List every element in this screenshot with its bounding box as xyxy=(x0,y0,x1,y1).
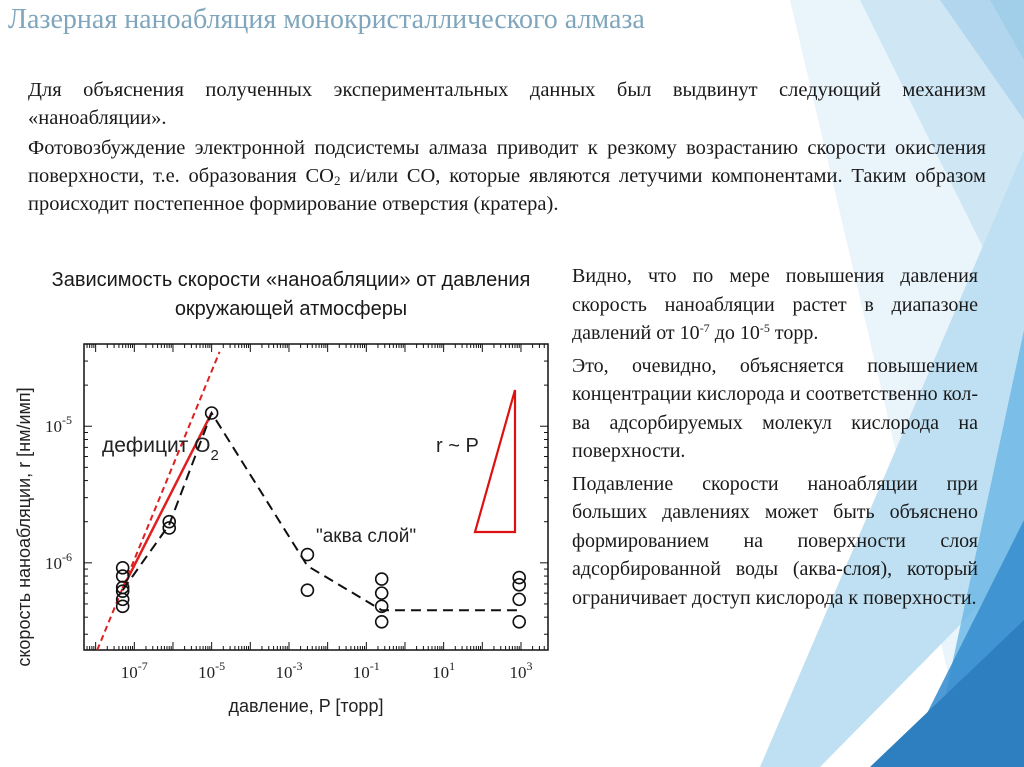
data-point xyxy=(513,616,525,628)
x-tick-label xyxy=(121,659,148,682)
x-tick-exponent: -7 xyxy=(137,659,148,673)
x-tick-mantissa: 10 xyxy=(432,663,450,682)
data-point xyxy=(376,587,388,599)
x-tick-mantissa: 10 xyxy=(198,663,216,682)
data-point xyxy=(376,573,388,585)
deficit-subscript: 2 xyxy=(210,447,219,464)
x-tick-exponent: -3 xyxy=(292,659,303,673)
mechanism-paragraph xyxy=(28,134,986,218)
right-paragraph-2: Это, очевидно, объясняется повышением концентрации кислорода и соответственно кол-ва адсорбируемых молекул кислорода на поверхности. xyxy=(572,354,978,462)
x-tick-exponent: 3 xyxy=(526,659,533,673)
y-tick-label xyxy=(45,550,72,573)
data-point xyxy=(117,570,129,582)
deficit-annotation xyxy=(102,434,219,464)
slope-annotation: r ~ P xyxy=(436,435,479,457)
x-tick-label xyxy=(353,659,380,682)
right-p1-sup1: -7 xyxy=(699,321,710,335)
y-axis-label: скорость наноабляции, r [нм/имп] xyxy=(14,387,34,667)
right-p1-text-c: торр. xyxy=(769,322,819,344)
data-point xyxy=(301,584,313,596)
fit-line-extension xyxy=(97,352,219,650)
intro-paragraph: Для объяснения полученных экспериментальных данных был выдвинут следующий механизм «наноабляции». xyxy=(28,79,986,129)
right-text-column xyxy=(572,262,978,612)
right-p1-text-a: Видно, что по мере повышения давления скорость наноабляции растет в диапазоне давлений от 10 xyxy=(572,265,978,344)
right-p1-sup2: -5 xyxy=(759,321,770,335)
right-p1-text-b: до 10 xyxy=(709,322,760,344)
data-point xyxy=(376,616,388,628)
y-tick-exponent: -5 xyxy=(62,413,72,428)
x-tick-mantissa: 10 xyxy=(275,663,293,682)
plot-frame xyxy=(84,344,548,650)
x-tick-mantissa: 10 xyxy=(120,663,138,682)
x-tick-label xyxy=(432,659,455,682)
slope-triangle xyxy=(475,390,515,532)
chart-caption: Зависимость скорости «наноабляции» от давления окружающей атмосферы xyxy=(51,269,531,320)
x-tick-mantissa: 10 xyxy=(352,663,370,682)
mechanism-text-part2: и/или CO, которые являются летучими компонентами. Таким образом происходит постепенное формирование отверстия (кратера). xyxy=(28,165,986,215)
right-paragraph-3: Подавление скорости наноабляции при больших давлениях может быть объяснено формированием на поверхности слоя адсорбированной воды (аква-слоя), который ограничивает доступ кислорода к поверхности. xyxy=(572,472,978,609)
mechanism-subscript: 2 xyxy=(333,173,341,188)
y-tick-label xyxy=(45,413,72,436)
right-paragraph-1 xyxy=(572,262,978,348)
x-axis-label: давление, P [торр] xyxy=(228,696,384,716)
x-tick-exponent: -5 xyxy=(215,659,226,673)
ablation-rate-chart xyxy=(0,320,570,765)
x-tick-label xyxy=(198,659,225,682)
deficit-text: дефицит O xyxy=(102,434,211,457)
slide-title: Лазерная наноабляция монокристаллического алмаза xyxy=(8,4,645,35)
data-point xyxy=(513,579,525,591)
x-tick-label xyxy=(509,659,532,682)
mechanism-text-part1: Фотовозбуждение электронной подсистемы алмаза приводит к резкому возрастанию скорости окисления поверхности, т.е. образования CO xyxy=(28,137,986,187)
data-point xyxy=(117,600,129,612)
x-tick-exponent: -1 xyxy=(369,659,380,673)
x-tick-exponent: 1 xyxy=(449,659,456,673)
data-point xyxy=(301,549,313,561)
y-tick-exponent: -6 xyxy=(62,549,72,564)
y-tick-mantissa: 10 xyxy=(45,417,62,437)
x-tick-label xyxy=(275,659,302,682)
x-tick-mantissa: 10 xyxy=(509,663,527,682)
data-point xyxy=(513,593,525,605)
y-tick-mantissa: 10 xyxy=(45,553,62,573)
aqua-layer-annotation: "аква слой" xyxy=(316,526,417,547)
